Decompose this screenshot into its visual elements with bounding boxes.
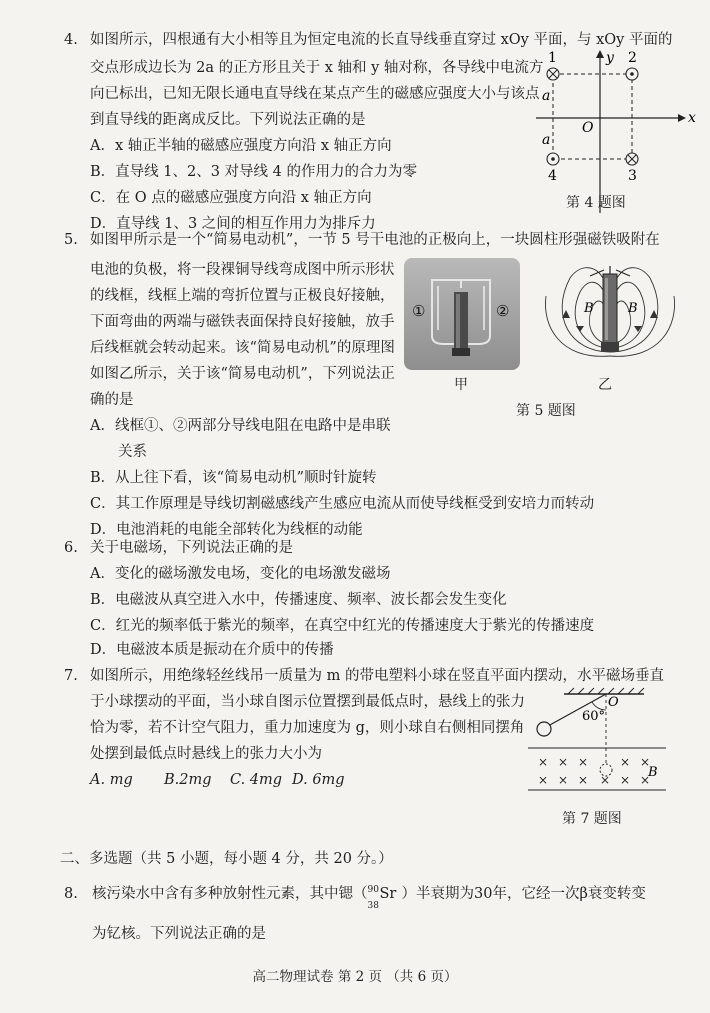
wire-2-dot-icon xyxy=(626,68,638,80)
q4-axis-x: x xyxy=(688,110,696,126)
q7-field-cross: × xyxy=(620,755,631,769)
isotope xyxy=(367,882,402,911)
q8-line1-pre: 核污染水中含有多种放射性元素，其中锶（ xyxy=(92,886,368,902)
q4-number: 4. xyxy=(64,32,78,48)
q7-line: 于小球摆动的平面，当小球自图示位置摆到最低点时，悬线上的张力 xyxy=(90,694,525,710)
q4-line: 如图所示，四根通有大小相等且为恒定电流的长直导线垂直穿过 xOy 平面，与 xOy 平面的 xyxy=(90,32,673,48)
q7-option-d: D. 6mg xyxy=(292,772,345,788)
wire-4-dot-icon xyxy=(547,153,559,165)
q5-frame-label-1: ① xyxy=(412,302,426,320)
wire-3-cross-icon xyxy=(626,153,638,165)
q5-photo-figure xyxy=(404,258,520,370)
q7-field-cross: × xyxy=(558,755,569,769)
q5-number: 5. xyxy=(64,232,78,248)
q7-caption: 第 7 题图 xyxy=(562,811,622,827)
q4-wire-label: 2 xyxy=(628,50,637,66)
q7-pivot-label: O xyxy=(608,695,619,710)
q4-origin: O xyxy=(582,120,594,136)
q8-line: 为钇核。下列说法正确的是 xyxy=(92,926,266,942)
q5-line: 如图乙所示，关于该“简易电动机”，下列说法正 xyxy=(90,366,395,382)
q5-line: 的线框，线框上端的弯折位置与正极良好接触， xyxy=(90,288,395,304)
q7-field-cross: × xyxy=(620,773,631,787)
q6-option-c: C．红光的频率低于紫光的频率，在真空中红光的传播速度大于紫光的传播速度 xyxy=(90,618,595,634)
q4-option-c: C．在 O 点的磁感应强度方向沿 x 轴正方向 xyxy=(90,190,372,206)
q4-line: 交点形成边长为 2a 的正方形且关于 x 轴和 y 轴对称，各导线中电流方 xyxy=(90,60,544,76)
q5-field-label: B xyxy=(628,301,638,316)
q8-line1-post: ）半衰期为30年，它经一次β衰变转变 xyxy=(401,886,646,902)
q7-line: 如图所示，用绝缘轻丝线吊一质量为 m 的带电塑料小球在竖直平面内摆动，水平磁场垂直 xyxy=(90,668,664,684)
q7-figure xyxy=(520,686,670,804)
q5-line: 下面弯曲的两端与磁铁表面保持良好接触，放手 xyxy=(90,314,395,330)
q6-option-d: D．电磁波本质是振动在介质中的传播 xyxy=(90,642,334,658)
q5-sub-caption-a: 甲 xyxy=(454,377,468,393)
q5-field-figure xyxy=(540,256,680,372)
q4-line: 到直导线的距离成反比。下列说法正确的是 xyxy=(90,112,366,128)
q5-line: 如图甲所示是一个“简易电动机”，一节 5 号干电池的正极向上，一块圆柱形强磁铁吸附在 xyxy=(90,232,660,248)
q7-field-cross: × xyxy=(578,755,589,769)
q5-line: 后线框就会转动起来。该“简易电动机”的原理图 xyxy=(90,340,395,356)
q5-option-b: B．从上往下看，该“简易电动机”顺时针旋转 xyxy=(90,470,377,486)
q4-side-label: a xyxy=(542,132,551,148)
ball-icon xyxy=(537,722,551,736)
q6-stem: 关于电磁场，下列说法正确的是 xyxy=(90,540,293,556)
page-footer: 高二物理试卷 第 2 页 （共 6 页） xyxy=(252,969,458,985)
q5-field-label: B xyxy=(584,301,594,316)
q7-line: 处摆到最低点时悬线上的张力大小为 xyxy=(90,746,322,762)
q4-side-label: a xyxy=(542,88,551,104)
q4-axis-y: y xyxy=(606,50,614,66)
q5-option-d: D．电池消耗的电能全部转化为线框的动能 xyxy=(90,522,363,538)
q5-line: 电池的负极，将一段裸铜导线弯成图中所示形状 xyxy=(90,262,395,278)
q4-option-a: A．x 轴正半轴的磁感应强度方向沿 x 轴正方向 xyxy=(90,138,392,154)
q6-option-a: A．变化的磁场激发电场，变化的电场激发磁场 xyxy=(90,566,391,582)
q6-number: 6. xyxy=(64,540,78,556)
q5-frame-label-2: ② xyxy=(496,302,510,320)
q7-field-label: B xyxy=(648,765,658,780)
q5-option-a-cont: 关系 xyxy=(118,444,147,460)
q7-field-cross: × xyxy=(558,773,569,787)
q6-option-b: B．电磁波从真空进入水中，传播速度、频率、波长都会发生变化 xyxy=(90,592,507,608)
q7-option-a: A. mg xyxy=(90,772,133,788)
q7-field-cross: × xyxy=(538,773,549,787)
q4-wire-label: 3 xyxy=(628,168,637,184)
q4-line: 向已标出，已知无限长通电直导线在某点产生的磁感应强度大小与该点 xyxy=(90,86,540,102)
wire-1-cross-icon xyxy=(547,68,559,80)
q4-caption: 第 4 题图 xyxy=(566,195,626,211)
q7-field-cross: × xyxy=(538,755,549,769)
q5-option-c: C．其工作原理是导线切割磁感线产生感应电流从而使导线框受到安培力而转动 xyxy=(90,496,595,512)
q5-option-a: A．线框①、②两部分导线电阻在电路中是串联 xyxy=(90,418,391,434)
q7-field-cross: × xyxy=(600,773,611,787)
isotope-z: 38 xyxy=(367,901,379,911)
isotope-symbol: Sr xyxy=(379,886,397,902)
q4-wire-label: 4 xyxy=(548,168,557,184)
q5-sub-caption-b: 乙 xyxy=(598,377,612,393)
section-heading: 二、多选题（共 5 小题，每小题 4 分，共 20 分。） xyxy=(60,851,393,867)
q7-option-b: B.2mg xyxy=(164,772,212,788)
q4-option-d: D．直导线 1、3 之间的相互作用力为排斥力 xyxy=(90,216,376,232)
q4-option-b: B．直导线 1、2、3 对导线 4 的作用力的合力为零 xyxy=(90,164,417,180)
q7-field-cross: × xyxy=(640,773,651,787)
q4-wire-label: 1 xyxy=(548,50,557,66)
q7-option-c: C. 4mg xyxy=(230,772,283,788)
q8-number: 8. xyxy=(64,886,78,902)
isotope-mass: 90 xyxy=(367,885,379,895)
q5-caption: 第 5 题图 xyxy=(516,403,576,419)
q7-field-cross: × xyxy=(578,773,589,787)
q5-line: 确的是 xyxy=(90,392,134,408)
q7-number: 7. xyxy=(64,668,78,684)
q8-line xyxy=(92,882,646,911)
q7-field-cross: × xyxy=(640,755,651,769)
q7-angle-label: 60° xyxy=(582,709,606,724)
q7-line: 恰为零，若不计空气阻力，重力加速度为 g，则小球自右侧相同摆角 xyxy=(90,720,525,736)
